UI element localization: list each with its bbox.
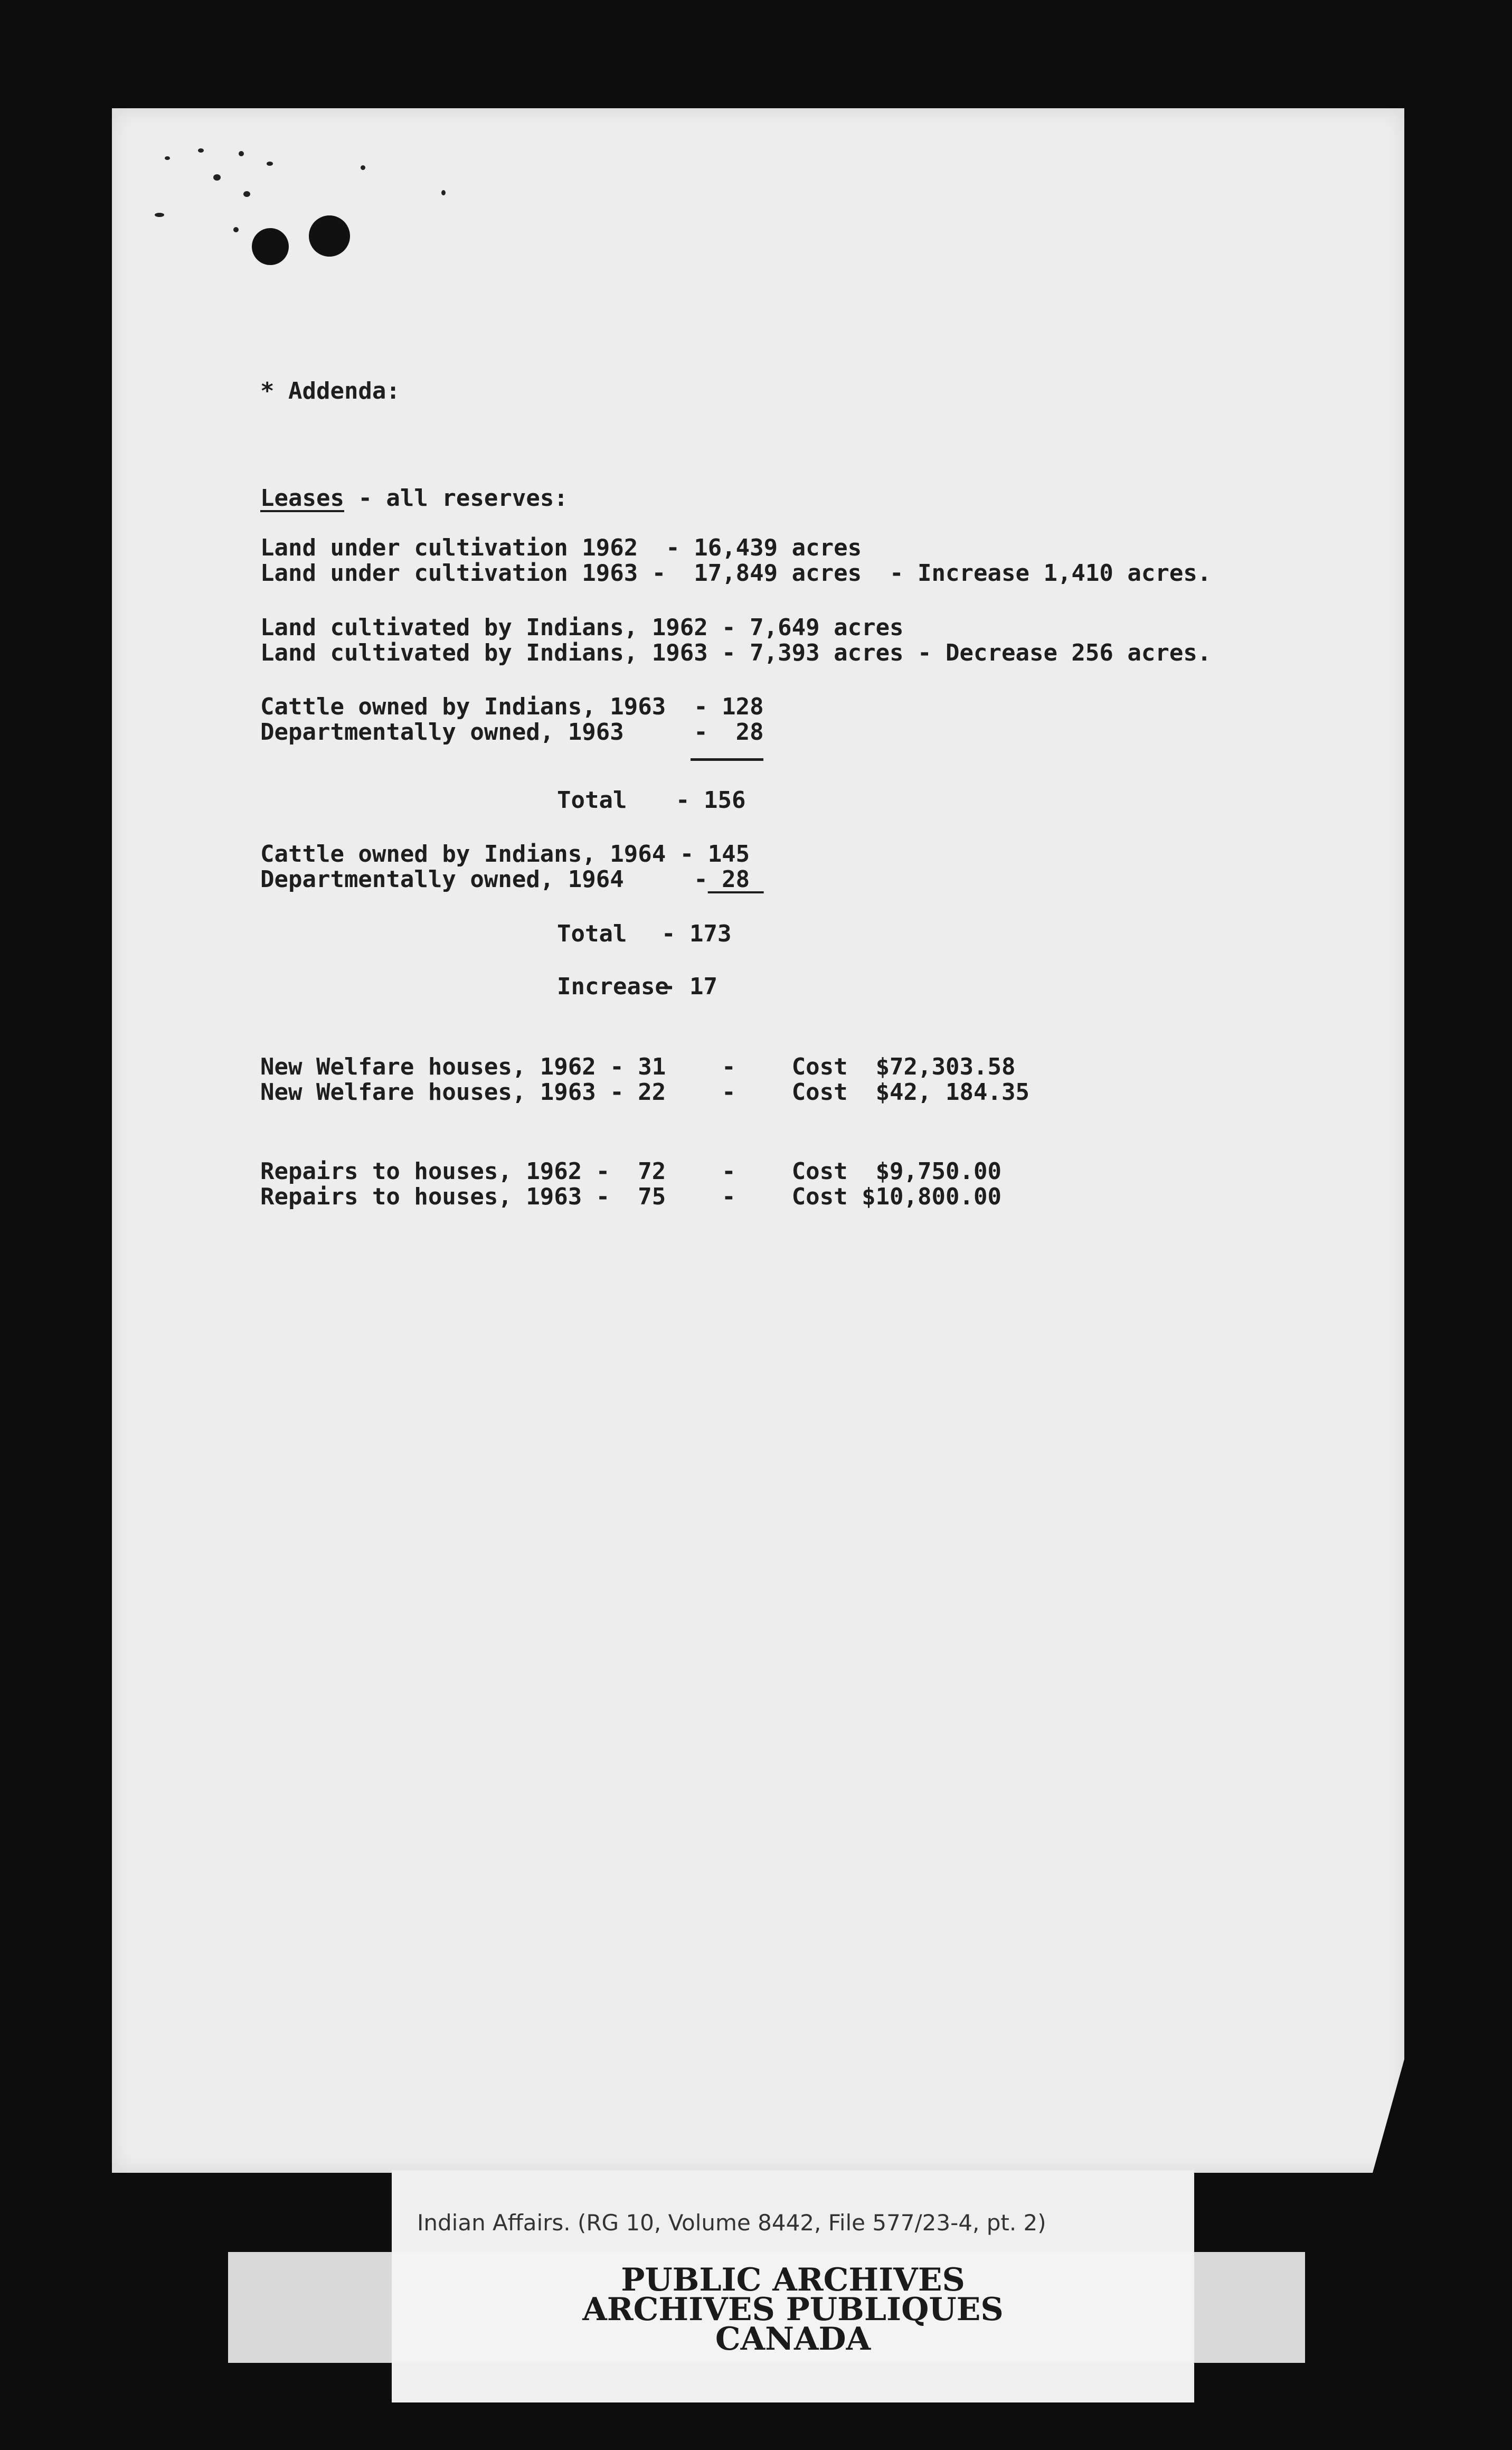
addenda-heading: * Addenda: — [260, 378, 400, 404]
indians-cultivated-1963: Land cultivated by Indians, 1963 - 7,393 acres - Decrease 256 acres. — [260, 639, 1212, 666]
total-1963-label: Total — [557, 787, 627, 814]
leases-heading — [260, 485, 568, 512]
ink-speck — [441, 190, 446, 195]
ink-speck — [213, 174, 221, 181]
cultivation-1962: Land under cultivation 1962 - 16,439 acres — [260, 534, 862, 561]
ink-speck — [361, 165, 365, 170]
ink-speck — [198, 148, 204, 153]
cattle-departmental-1964-value: 28 — [707, 866, 764, 893]
archive-reference: Indian Affairs. (RG 10, Volume 8442, File 577/23-4, pt. 2) — [417, 2210, 1046, 2236]
increase-label: Increase — [557, 973, 669, 1000]
leases-subtitle: - all reserves: — [344, 485, 568, 512]
cattle-departmental-1964-label: Departmentally owned, 1964 - — [260, 866, 708, 893]
cultivation-1963: Land under cultivation 1963 - 17,849 acres - Increase 1,410 acres. — [260, 560, 1212, 587]
indians-cultivated-1962: Land cultivated by Indians, 1962 - 7,649 acres — [260, 614, 904, 641]
ink-speck — [233, 227, 239, 232]
total-1964-label: Total — [557, 920, 627, 947]
ink-speck — [239, 151, 244, 156]
ink-speck — [165, 156, 170, 160]
total-1963-value: - 156 — [676, 787, 746, 814]
ink-speck — [267, 162, 273, 166]
cattle-indians-1964: Cattle owned by Indians, 1964 - 145 — [260, 841, 750, 868]
punch-hole-right — [309, 215, 350, 257]
leases-label: Leases — [260, 485, 344, 512]
welfare-houses-1963: New Welfare houses, 1963 - 22 - Cost $42, 184.35 — [260, 1079, 1029, 1106]
page-corner-fold — [1373, 2059, 1404, 2173]
document-page — [112, 108, 1404, 2173]
stamp-archives-publiques: ARCHIVES PUBLIQUES — [582, 2291, 1004, 2328]
total-1964-value: - 173 — [662, 920, 732, 947]
repairs-1963: Repairs to houses, 1963 - 75 - Cost $10,800.00 — [260, 1183, 1001, 1210]
cattle-indians-1963: Cattle owned by Indians, 1963 - 128 — [260, 693, 764, 720]
cattle-departmental-1963: Departmentally owned, 1963 - 28 — [260, 719, 764, 746]
ink-speck — [155, 213, 164, 217]
increase-value: - 17 — [662, 973, 717, 1000]
punch-hole-left — [252, 228, 289, 265]
welfare-houses-1962: New Welfare houses, 1962 - 31 - Cost $72,303.58 — [260, 1053, 1016, 1080]
repairs-1962: Repairs to houses, 1962 - 72 - Cost $9,750.00 — [260, 1158, 1001, 1185]
ink-speck — [243, 191, 250, 197]
stamp-canada: CANADA — [715, 2321, 871, 2358]
sum-rule-1963 — [691, 758, 763, 761]
cattle-departmental-1964 — [260, 866, 764, 893]
stamp-public-archives: PUBLIC ARCHIVES — [621, 2261, 965, 2298]
